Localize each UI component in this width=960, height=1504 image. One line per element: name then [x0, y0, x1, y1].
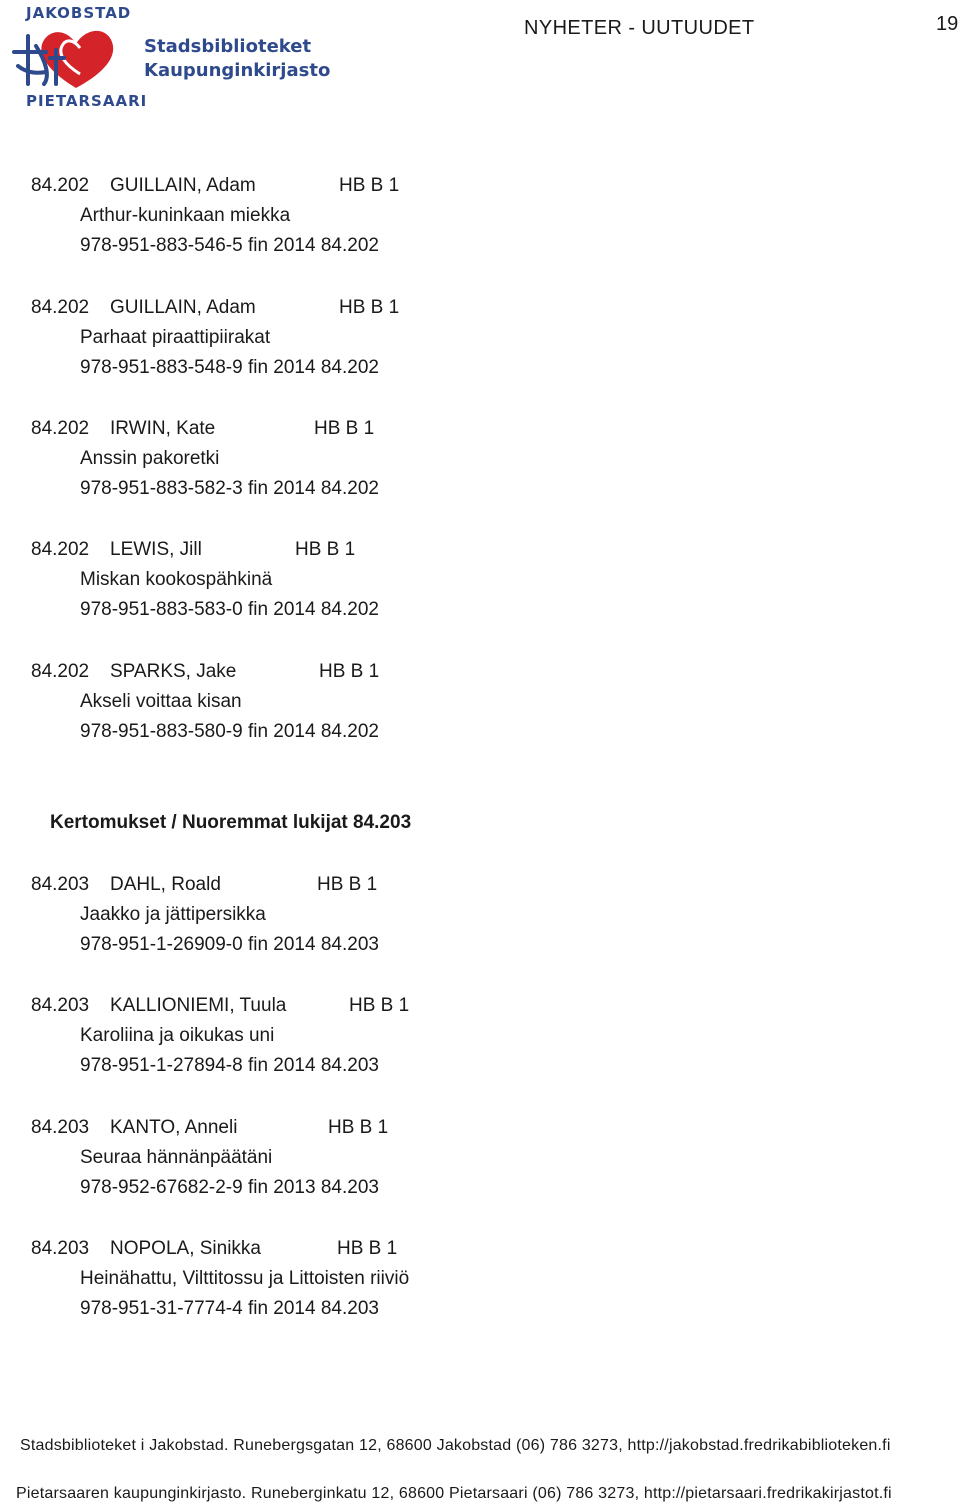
- entry-isbn: 978-951-883-580-9 fin 2014 84.202: [80, 721, 379, 742]
- entry-author: NOPOLA, Sinikka: [110, 1238, 261, 1259]
- entry-title: Parhaat piraattipiirakat: [80, 327, 271, 348]
- logo-bottom-text: PIETARSAARI: [26, 92, 148, 110]
- entry-title: Anssin pakoretki: [80, 448, 220, 469]
- entry-class: 84.202: [31, 418, 90, 439]
- entry-format: HB B 1: [314, 418, 375, 439]
- entry-class: 84.202: [31, 661, 90, 682]
- entry-isbn: 978-951-1-26909-0 fin 2014 84.203: [80, 934, 379, 955]
- entry-author: GUILLAIN, Adam: [110, 297, 256, 318]
- logo-top-text: JAKOBSTAD: [26, 4, 132, 22]
- section-heading: Kertomukset / Nuoremmat lukijat 84.203: [50, 812, 412, 833]
- entry-isbn: 978-951-883-548-9 fin 2014 84.202: [80, 357, 379, 378]
- entry-class: 84.203: [31, 995, 90, 1016]
- logo-name-swedish: Stadsbiblioteket: [144, 36, 312, 57]
- entry-isbn: 978-951-31-7774-4 fin 2014 84.203: [80, 1298, 379, 1319]
- page-number: 19: [936, 13, 959, 35]
- entry-format: HB B 1: [339, 175, 400, 196]
- entry-format: HB B 1: [349, 995, 410, 1016]
- footer-address-swedish: Stadsbiblioteket i Jakobstad. Runebergsgatan 12, 68600 Jakobstad (06) 786 3273, http://jakobstad.fredrikabiblioteken.fi: [20, 1437, 891, 1454]
- heart-logo-icon: [6, 22, 138, 94]
- entry-author: KALLIONIEMI, Tuula: [110, 995, 287, 1016]
- entry-isbn: 978-952-67682-2-9 fin 2013 84.203: [80, 1177, 379, 1198]
- entry-class: 84.203: [31, 874, 90, 895]
- entry-title: Jaakko ja jättipersikka: [80, 904, 266, 925]
- entry-format: HB B 1: [295, 539, 356, 560]
- entry-title: Seuraa hännänpäätäni: [80, 1147, 273, 1168]
- entry-author: SPARKS, Jake: [110, 661, 237, 682]
- entry-format: HB B 1: [328, 1117, 389, 1138]
- entry-format: HB B 1: [317, 874, 378, 895]
- entry-title: Karoliina ja oikukas uni: [80, 1025, 275, 1046]
- entry-isbn: 978-951-883-583-0 fin 2014 84.202: [80, 599, 379, 620]
- entry-format: HB B 1: [339, 297, 400, 318]
- entry-author: LEWIS, Jill: [110, 539, 202, 560]
- entry-format: HB B 1: [337, 1238, 398, 1259]
- entry-class: 84.203: [31, 1117, 90, 1138]
- entry-isbn: 978-951-1-27894-8 fin 2014 84.203: [80, 1055, 379, 1076]
- entry-class: 84.203: [31, 1238, 90, 1259]
- entry-title: Akseli voittaa kisan: [80, 691, 242, 712]
- entry-title: Heinähattu, Vilttitossu ja Littoisten riiviö: [80, 1268, 410, 1289]
- entry-author: DAHL, Roald: [110, 874, 221, 895]
- entry-class: 84.202: [31, 175, 90, 196]
- logo-name-finnish: Kaupunginkirjasto: [144, 60, 331, 81]
- entry-isbn: 978-951-883-582-3 fin 2014 84.202: [80, 478, 379, 499]
- entry-format: HB B 1: [319, 661, 380, 682]
- entry-title: Miskan kookospähkinä: [80, 569, 273, 590]
- entry-author: KANTO, Anneli: [110, 1117, 238, 1138]
- page-title: NYHETER - UUTUUDET: [524, 17, 755, 39]
- footer-address-finnish: Pietarsaaren kaupunginkirjasto. Runeberginkatu 12, 68600 Pietarsaari (06) 786 3273, http://pietarsaari.fredrikakirjastot.fi: [16, 1485, 892, 1502]
- library-logo: [6, 4, 331, 112]
- entry-author: GUILLAIN, Adam: [110, 175, 256, 196]
- entry-isbn: 978-951-883-546-5 fin 2014 84.202: [80, 235, 379, 256]
- entry-class: 84.202: [31, 539, 90, 560]
- entry-author: IRWIN, Kate: [110, 418, 216, 439]
- entry-class: 84.202: [31, 297, 90, 318]
- entry-title: Arthur-kuninkaan miekka: [80, 205, 291, 226]
